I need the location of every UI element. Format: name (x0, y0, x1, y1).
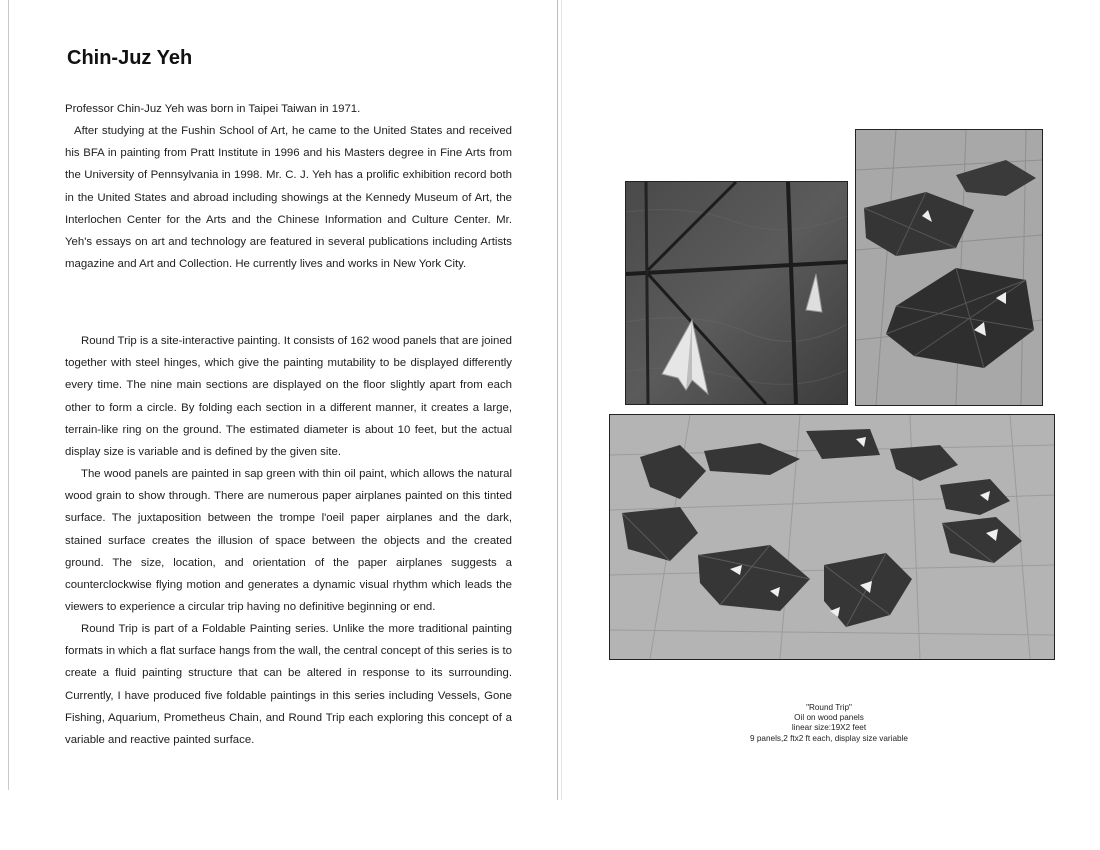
caption-medium: Oil on wood panels (794, 713, 864, 723)
artwork-installation-photo (609, 414, 1055, 660)
artwork-caption (689, 703, 969, 744)
caption-panels: 9 panels,2 ftx2 ft each, display size variable (750, 733, 908, 743)
artist-name-heading: Chin-Juz Yeh (67, 47, 193, 69)
book-gutter (557, 0, 558, 800)
right-page (562, 0, 1100, 850)
caption-linear-size: linear size:19X2 feet (791, 723, 867, 733)
statement-paragraph: Round Trip is part of a Foldable Painting series. Unlike the more traditional painting formats in which a flat surface hangs from the wall, the central concept of this series is to create a fluid painting structure that can be altered in response to its surrounding. Currently, I have produced five foldable paintings in this series including Vessels, Gone Fishing, Aquarium, Prometheus Chain, and Round Trip each exploring this concept of a variable and reactive painted surface. (65, 623, 512, 747)
artwork-angled-photo (855, 129, 1043, 406)
statement-paragraph: Round Trip is a site-interactive painting. It consists of 162 wood panels that are joined together with steel hinges, which give the painting mutability to be displayed differently every time. The nine main sections are displayed on the floor slightly apart from each other to form a circle. By folding each section in a different manner, it creates a large, terrain-like ring on the ground. The estimated diameter is about 10 feet, but the actual display size is variable and is defined by the given site. (65, 335, 512, 459)
statement-paragraph: The wood panels are painted in sap green with thin oil paint, which allows the natural wood grain to show through. There are numerous paper airplanes painted on this tinted surface. The juxtaposition between the trompe l'oeil paper airplanes and the dark, stained surface creates the illusion of space between the objects and the created ground. The size, location, and orientation of the paper airplanes suggests a counterclockwise flying motion and generates a dynamic visual rhythm which leads the viewers to experience a circular trip having no definitive beginning or end. (65, 468, 512, 614)
artwork-closeup-photo (625, 181, 848, 405)
bio-paragraph: After studying at the Fushin School of Art, he came to the United States and received his BFA in painting from Pratt Institute in 1996 and his Masters degree in Fine Arts from the University of Pennsylvania in 1998. Mr. C. J. Yeh has a prolific exhibition record both in the United States and abroad including showings at the Kennedy Museum of Art, the Interlochen Center for the Arts and the Chinese Information and Culture Center. Mr. Yeh's essays on art and technology are featured in several publications including Artists magazine and Art and Collection. He currently lives and works in New York City. (65, 125, 512, 271)
bio-paragraph: Professor Chin-Juz Yeh was born in Taipei Taiwan in 1971. (65, 103, 361, 115)
caption-title: "Round Trip" (806, 703, 852, 712)
